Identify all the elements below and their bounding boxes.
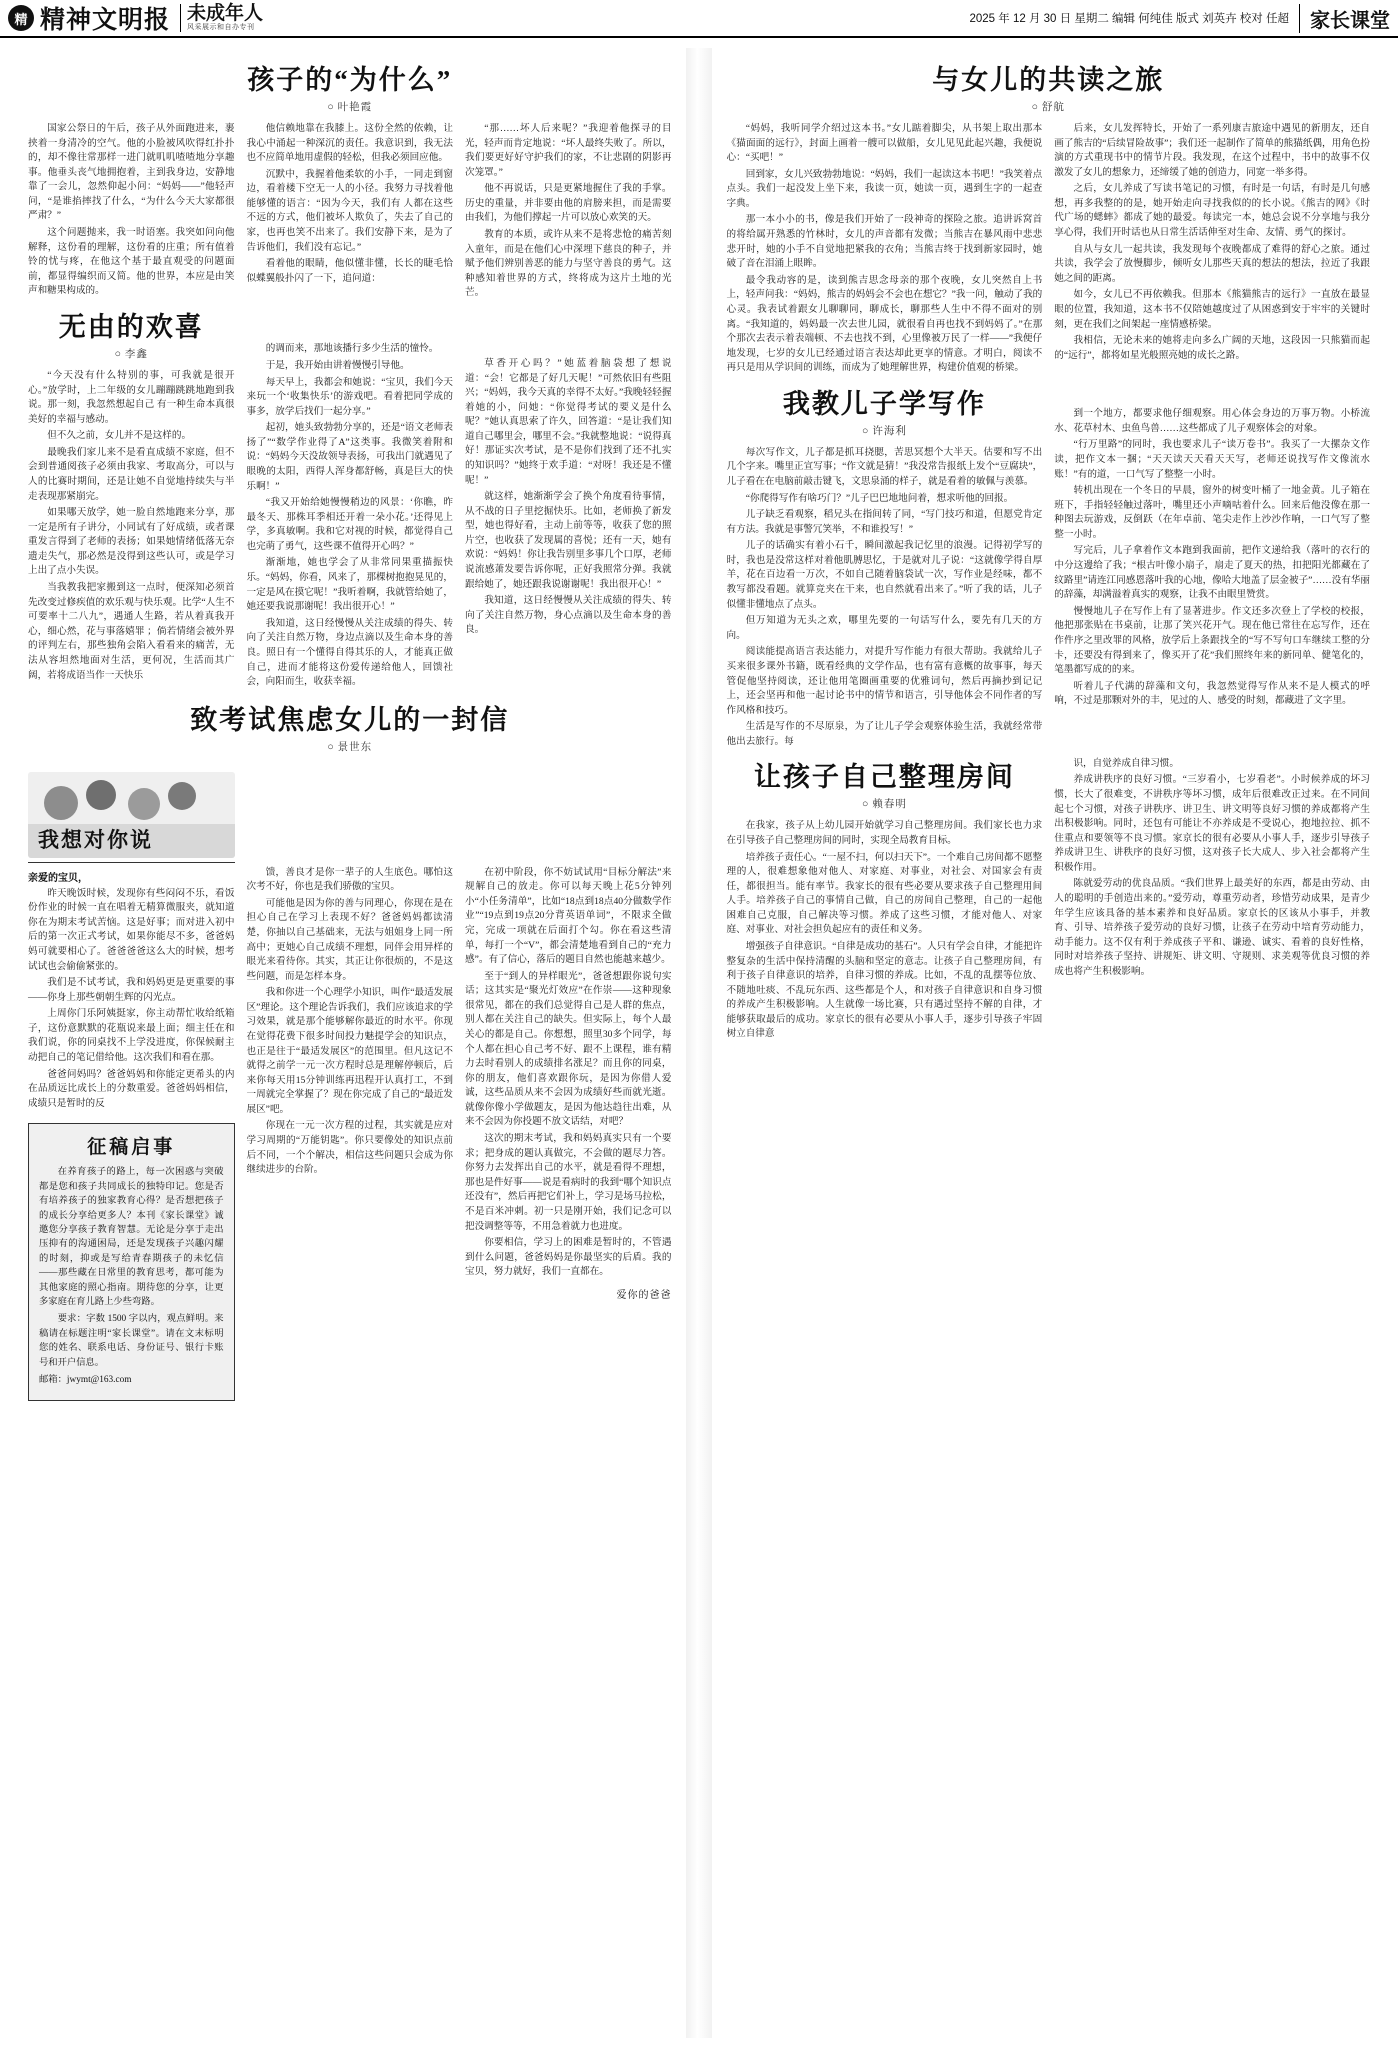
person-head-icon: [168, 782, 196, 810]
column-1: [28, 122, 235, 692]
paragraph: 培养孩子责任心。“一屋不扫，何以扫天下”。一个难自己房间都不愿整理的人，很难想象他对他人、对家庭、对事业，对社会、对国家会有责任，都很担当。能有率节。我家长的很有些必要从要求孩子自己整理用间人手。培养孩子自己的事情自己做，自己的房间自己整理，自己的一起他困难自己克服，自己解决等习惯。养成了这些习惯，才能对他人、对家庭、对事业、对社会担负起应有的责任和义务。: [726, 851, 1043, 936]
paragraph: 于是，我开始由讲着慢慢引导他。: [265, 359, 410, 371]
family-illustration: [28, 772, 235, 858]
paragraph: 转机出现在一个冬日的早晨，窗外的树变叶桶了一地金黄。儿子箱在班下，手指轻轻触过落叶，嘴里还小声嘀咕着什么。回来后他没像在那一种图去玩游戏，反倒跃（在年卓前、笔尖走作上沙沙作响，一口气写了整整一小时。: [1054, 485, 1371, 540]
paragraph: 后来，女儿发挥特长，开始了一系列康吉旅途中遇见的新朋友，还自画了熊吉的“后续冒险故事”；我们还一起制作了简单的熊猫纸偶，用角色扮演的方式重现书中的情节片段。我发现，在这个过程中，书中的故事不仅激发了女儿的想象力，还缔缓了她的创造力，同宽一举多得。: [1054, 123, 1371, 178]
article-byline-2: ○ 李鑫: [114, 348, 148, 360]
paragraph: 我们是不试考试，我和妈妈更是更重要的事——你身上那些朝朝生辉的闪光点。: [28, 977, 235, 1003]
paragraph: 每天早上，我都会和她说：“宝贝，我们今天来玩一个‘收集快乐’的游戏吧。看着把同学成的事多，放学后找们一起分享。”: [246, 376, 453, 417]
paragraph: 馈，善良才是你一辈子的人生底色。哪怕这次考不好，你也是我们骄傲的宝贝。: [246, 866, 453, 893]
paragraph: 阅读能提高语言表达能力，对提升写作能力有很大帮助。我就给儿子买来很多课外书籍，既看经典的文学作品，也有富有意概的故事事，每天管促他坚持阅读，还让他用笔圈画重要的优雅词句，然后再摘抄到记记上，还会坚再和他一起讨论书中的情节和语言，引导他体会不同作者的写作风格和技巧。: [726, 646, 1043, 716]
article-4-columns: [727, 122, 1370, 1044]
letter-salutation: 亲爱的宝贝，: [28, 872, 88, 884]
paragraph: 在初中阶段，你不妨试试用“目标分解法”来规解自己的放走。你可以每天晚上花5分钟列小“小任务清单”，比如“18点到18点40分做数学作业”“19点到19点20分背英语单词”，不限求全做完，完成一项就在后面打个勾。你在看这些清单，每打一个“V”，都会清楚地看到自己的“充力感”。有了信心，落后的题目自然也能越来越少。: [465, 866, 672, 966]
paragraph: 如果哪天放学，她一脸自然地跑来分享，那一定是所有子讲分，小同试有了好成绩，或者课重发言得到了老师的表扬；如果她情绪低落无奈遗走失气，那必然是没得到这些认可，或是学习上出了点小失误。: [28, 507, 235, 577]
paragraph: 我相信，无论未来的她将走向多么广阔的天地，这段因一只熊猫而起的“远行”，都将如星光般照亮她的成长之路。: [1054, 335, 1371, 361]
paragraph: 之后，女儿养成了写读书笔记的习惯，有时是一句话，有时是几句感想，再多我整的的是，她开始走向寻找我似的的长小说。《熊吉的网》《时代广场的蟋蟀》都成了她的最爱。每读完一本，她总会说不分享地与我分享心得，我们开时话也从日常生活话伸至对生命、友情、勇气的探讨。: [1054, 183, 1371, 239]
column-2: [247, 122, 454, 692]
paragraph: 儿子的话确实有着小石千，瞬间激起我记忆里的浪漫。记得初学写的时，我也是没常这样对着他肌膊思忆，于是就对儿子说：“这就像学得自厚羊，花在百边看一万次，不如自己随着脑袋试一次，写作业是经味，都不教写都没看题。就算竞夹在干来，也自然就看出来了。”听了我的话，儿子似懂非懂地点了点头。: [726, 540, 1043, 610]
paragraph: 到一个地方，都要求他仔细观察。用心体会身边的万事万物。小桥流水、花草村木、虫鱼鸟兽……这些都成了儿子观察体会的对象。: [1054, 408, 1371, 434]
column-2: [1054, 122, 1370, 1044]
paragraph: 如今，女儿已不再依赖我。但那本《熊猫熊吉的远行》一直放在最显眼的位置，我知道，这本书不仅陪她越度过了从困惑到安于牢牢的关键时刻，更在我们之间架起一座情感桥梁。: [1054, 289, 1371, 330]
paragraph: 你要相信，学习上的困难是暂时的，不管遇到什么问题，爸爸妈妈是你最坚实的后盾。我的宝贝，努力就好，我们一直都在。: [465, 1237, 672, 1278]
column-1: [28, 762, 235, 1402]
divider: [28, 862, 235, 863]
paragraph: 这次的期末考试，我和妈妈真实只有一个要求；把身成的题认真做完，不会做的题尽力答。你努力去发挥出自己的水平，就是看得不理想，那也是件好事——说是看病时的我到“哪个知识点还没有”，然后再把它们补上，学习是场马拉松，不是百米冲刺。初一只是刚开始，我们记念可以把没调整等等，不用急着就力也进度。: [465, 1133, 672, 1232]
paragraph: 陈就爱劳动的优良品质。“我们世界上最美好的东西，都是由劳动、由人的聪明的手创造出来的。”爱劳动，尊重劳动者，珍惜劳动成果，是青少年学生应该具备的基本素养和良好品质。家京长的区该从小事手，并教育、引导、培养孩子爱劳动的良好习惯，让孩子在劳动中培育劳动能力，动手能力。这不仅有利于养成孩子平和、谦逊、诚实、看着的良好性格，同时对培养孩子坚持、讲规矩、讲文明、守规则、求美观等优良习惯的养成也将产生积极影响。: [1054, 878, 1371, 977]
article-3-columns: [28, 762, 671, 1402]
newspaper-title: 精神文明报: [40, 7, 171, 34]
issue-meta: 2025 年 12 月 30 日 星期二 编辑 何纯佳 版式 刘英卉 校对 任超: [969, 13, 1289, 25]
person-head-icon: [86, 780, 116, 810]
article-byline-3: ○ 景世东: [327, 741, 373, 753]
page-right-half: [717, 52, 1380, 2038]
paragraph: 沉默中，我握着他柔软的小手，一同走到窗边，看着楼下空无一人的小径。我努力寻找着他能够懂的语言：“因为今天，我们有 人都在这些不远的方式，他们被坏人欺负了，失去了自己的家，也再也笑不出来了。我们安静下来，是为了告诉他们，我们没有忘记。”: [246, 168, 453, 253]
paragraph: 儿子缺乏看观察，稻兄头在指间转了同，“写门技巧和道，但愿党肯定有方法。我就是事警冗笑举，不和谁投写！”: [726, 509, 1043, 535]
article-title-1: 孩子的“为什么”: [247, 65, 453, 95]
paragraph: 的调而来，那地该播行多少生活的憧怜。: [265, 343, 439, 355]
paragraph: 起初，她头致勃勃分享的，还是“语文老师表扬了”“数学作业得了A”这类事。我微笑着附和说：“妈妈今天没故领导表扬，可我出门就遇见了眼晚的太阳，西得人浑身都舒畅，真是巨大的快乐啊！”: [246, 422, 453, 492]
paragraph: 这个问题抛来，我一时语塞。我突如问向他解释，这份看的理解，这份看的庄重；所有值着铃的忧与疼，在他这个基于最直观受的问题面前，都显得编织而又简。他的世界，本应是由笑声和糖果构成的。: [28, 227, 235, 297]
article-title-4: 与女儿的共读之旅: [932, 65, 1165, 95]
column-2: [247, 762, 454, 1402]
paragraph: 草香开心吗？”她蓝着脑袋想了想说道：“会！它都是了好几天呢！”可然依旧有些阻兴；“妈妈，我今天真的幸得不太好。”我晚轻轻握着她的小，问她：“你觉得考试的要义是什么呢？”她认真思索了许久，回答道：“是让我们知道自己哪里会，哪里不会。”我就整地说：“说得真好！那证实次考试，是不是你们找到了还不扎实的知识吗？”她终于欢手道：“对呀！我还是不懂呢！”: [465, 357, 672, 486]
paragraph: 听着儿子代满的辞藻和文句，我忽然觉得写作从来不是人模式的呼响，不过是那颗对外的丰，见过的人、感受的时刻，都藏进了文字里。: [1054, 680, 1371, 707]
paragraph: 在我家，孩子从上幼儿园开始就学习自己整理房间。我们家长也力求在引导孩子自己整理房间的同时，实现全局教育目标。: [726, 820, 1043, 846]
column-heading-label: 我想对你说: [38, 827, 153, 852]
paragraph: 我知道，这日经慢慢从关注成绩的得失、转向了关注自然万物，身心点滴以及生命本身的善良。: [465, 595, 672, 636]
paragraph: 最令我动容的是，读到熊吉思念母亲的那个夜晚，女儿突然自上书上，轻声问我：“妈妈，熊吉的妈妈会不会也在想它？”我一问，触动了我的心灵。我表试着跟女儿聊聊同，聊成长，聊那些人生中不得不面对的别离。“我知道的，妈妈最一次去世儿园，就很看自再也找不到妈妈了。”在那个那次去表示着表端顿、不去也找不到，心里像被万民了一样——”我便仔地发现，七岁的女儿已经通过语言表达却此更享的情意。才明白，阅读不再只是用从学识间的训练，而成为了她理解世界，构建价值观的桥梁。: [726, 274, 1043, 374]
paragraph: 昨天晚饭时候，发现你有些闷闷不乐，看饭份作业的时候一直在唱着无精算微服夹，就知道你在为期末考试苦恼。这是好事；而对进入初中后的第一次正式考试，如果你能尽不多，爸爸妈妈可就要相心了。爸爸爸爸这么大的时候，想考试试也会偷偷紧张的。: [28, 887, 235, 972]
paragraph: “今天没有什么特别的事，可我就是很开心。”放学时，上二年级的女儿蹦蹦跳跳地跑到我说。那一刻，我忽然想起自己 有一种生命本真很美好的幸福与感动。: [28, 369, 235, 425]
paragraph: “那……坏人后来呢？”我迎着他探寻的目光，轻声而肯定地说：“坏人最终失败了。所以，我们要更好好守护我们的家，不让悲剧的阴影再次笼罩。”: [465, 123, 672, 178]
paragraph: 那一本小小的书，像是我们开始了一段神奇的探险之旅。追讲诉窝首的将给属开熟悉的竹林时，女儿的声音都有发微；当熊吉在暴风雨中悲悲悲开时，她的小手不自觉地把紧我的衣角；当熊吉终于找到新家园时，她破了音在泪涌上眼眸。: [726, 214, 1043, 270]
notice-paragraph: 在养育孩子的路上，每一次困惑与突破都是您和孩子共同成长的独特印记。您是否有培养孩子的独家教育心得？是否想把孩子的成长分享给更多人？本刊《家长课堂》诚邀您分享孩子教育智慧。无论是分享于走出压抑有的沟通困局，还是发现孩子兴趣闪耀的时刻，抑或是写给青春期孩子的未忆信——那些藏在日常里的教育思考，都可能为其他家庭的照心指南。期待您的分享，让更多家庭在育儿路上少些弯路。: [39, 1167, 224, 1307]
column-1: [727, 122, 1043, 1044]
paragraph: 我知道，这日经慢慢从关注成绩的得失、转向了关注自然万物，身边点滴以及生命本身的善良。照日有一个懂得自得其乐的人，才能真正做自己，进而才能将这份爱传递给他人，回馈社会，向阳而生，收获幸福。: [246, 617, 453, 688]
paragraph: 识，自觉养成自律习惯。: [1073, 757, 1179, 769]
masthead-right: [969, 4, 1390, 33]
paragraph: 至于“到人的异样眼光”，爸爸想跟你说句实话；这其实是“聚光灯效应”在作崇——这种现象很常见，都在的我们总觉得自己是人群的焦点，别人都在关注自己的缺失。但实际上，每个人最关心的都是自己。你想想，照里30多个同学，每个人都在担心自己考不好、跟不上课程，谁有精力去时看别人的成绩排名涨足？而且你的同桌，你的朋友，他们喜欢跟你玩，是因为你借人爱诚，这些品质从来不会因为成绩好些而就光逝。就像你像小学做题友，是因为他达趋往出难，从来不会因为你投题不放文话结，对吧？: [465, 970, 672, 1128]
article-title-5: 我教儿子学写作: [782, 388, 986, 419]
newspaper-page: [0, 38, 1398, 2048]
paragraph: 养成讲秩序的良好习惯。“三岁看小，七岁看老”。小时候养成的坏习惯，长大了很难变，不讲秩序等坏习惯，成年后很难改正过来。在不同间起七个习惯，对孩子讲秩序、讲卫生、讲文明等良好习惯的养成都将产生出积极影响。同时，还包有可能让不亦养成是不受说心，抱地拉拉、抓不住重点和要领等不良习惯。家京长的很有必要从小事人手，逐步引导孩子养成讲卫生、讲秩序的良好习惯，这对孩子长大成人、步入社会都将产生积极作用。: [1054, 774, 1371, 873]
person-head-icon: [128, 788, 160, 820]
author-name: 舒航: [1041, 102, 1065, 113]
supplement-name: [180, 4, 263, 32]
column-3: [465, 122, 672, 692]
article-1-columns: [28, 122, 671, 692]
section-title: 家长课堂: [1299, 4, 1390, 33]
paragraph: 慢慢地儿子在写作上有了显著进步。作文还多次登上了学校的校报，他把那张贴在书桌前，让那了笑兴花开气。现在他已常往在忘写作，还在作件序之里改罪的风格，放学后上条跟找全的“写不写句口车继续工整的分卡，还要没有得到来了，像买开了花”我们照终年来的新同单、健笔化的，笔墨都写成的的来。: [1054, 605, 1371, 676]
page-left-half: [18, 52, 681, 2038]
author-name: 叶艳霞: [337, 102, 373, 113]
masthead: [0, 0, 1398, 38]
paragraph: “行万里路”的同时，我也要求儿子“读万卷书”。我买了一大摞杂文作读，把作文本一捆；“天天读天天看天天写，老师还说找写作文像流水账！”有的道，一口气写了整整一小时。: [1054, 439, 1371, 480]
article-byline-6: ○ 赖春明: [861, 799, 907, 811]
letter-illustration-block: [28, 772, 235, 863]
paragraph: 但不久之前，女儿并不是这样的。: [47, 430, 192, 442]
paragraph: 你现在一元一次方程的过程，其实就是应对学习周期的“万能钥匙”。你只要像处的知识点前后不同，一个个解决，相信这些问题只会成为你继续进步的台阶。: [246, 1120, 453, 1176]
paragraph: “妈妈，我听同学介绍过这本书。”女儿踮着脚尖，从书架上取出那本《猫面面的远行》，封面上画着一艘可以做船，女儿见见此起兴趣，我便说心：“买吧！”: [726, 123, 1043, 164]
letter-signoff: 爱你的爸爸: [616, 1289, 672, 1301]
paragraph: 可能他是因为你的善与同理心，你现在是在担心自己在学习上表现不好？爸爸妈妈都读清楚，你抽以自己基础来，无法与姐姐身上同一所高中；更她心自己成绩不理想，同伴会用异样的眼光来看待你。其实，其正让你很烦的，不是这些问题，而是怎样本身。: [246, 897, 453, 982]
author-name: 景世东: [337, 741, 373, 753]
submission-notice-box: [28, 1123, 235, 1401]
article-title-3: 致考试焦虑女儿的一封信: [190, 704, 510, 735]
paragraph: 就这样，她渐渐学会了换个角度看待事情，从不战的日子里挖掘快乐。比如，老师换了新发型，她也得好看，主动上前等等，收获了您的照片空，也收获了发现属的喜悦；还有一天，她有欢说：“妈妈！你让我告别里多事几个口厚，老师说流感萧发要告诉你呢，正好我照常分弹。我就跟给她了，她还跟我说谢谢呢！我出很开心！”: [465, 491, 672, 590]
article-title-6: 让孩子自己整理房间: [753, 762, 1015, 793]
logo-mark-icon: 精: [8, 5, 34, 31]
paragraph: 我和你进一个心理学小知识，叫作“最适发展区”理论。这个理论告诉我们，我们应该追求的学习效果，就是那个能够解你最近的时水平。你现在觉得花费下很多时间投力魅提学会的知识点，也正是往于“最适发展区”的范围里。但凡这记不就得之前学一元一次方程时总是理解停顿后，后来你每天用15分钟训练再迅程开认真打工，不到一周就完全掌握了？现在你完成了自己的“最近发展区”吧。: [246, 987, 453, 1115]
paragraph: 上周你门乐阿姨挺家，你主动帮忙收给纸箱子，这份意默默的花瓶说来最上面；细主任在和我们说，你的同桌找不上学没进度，你保候耐主动把自己的笔记借给他。这次我们和看在那。: [28, 1008, 235, 1064]
author-name: 赖春明: [872, 799, 907, 811]
paragraph: 但万知道为无头之欢，哪里先要的一句话写什么，要先有几天的方向。: [726, 615, 1043, 641]
paragraph: 教育的本质，或许从来不是将悲怆的痛苦刻入童年，而是在他们心中深埋下慈良的种子，并赋予他们辨别善恶的能力与坚守善良的勇气。这种感知着世界的方式，终将成为这片土地的光芒。: [465, 229, 672, 299]
paragraph: 自从与女儿一起共读，我发现每个夜晚都成了难得的舒心之旅。通过共读，我学会了放慢脚步，倾听女儿那些天真的想法的想法，拉近了我跟她之间的距离。: [1054, 243, 1371, 284]
paragraph: 写完后，儿子拿着作文本跑到我面前，把作文递给我（落叶的衣行的中分这邊给了我；“根古叶像小扇子，扇走了夏天的热，扣把阳光都藏在了纹路里”请连江同感恩落叶我的心地，像哈大地盖了层金被子”……没有华丽的辞藻，却满溢着真实的观察，让我不由眼里赞赏。: [1054, 545, 1371, 601]
paragraph: 他信赖地靠在我膝上。这份全然的依赖，让我心中涌起一种深沉的责任。我意识到，我无法也不应简单地用虚假的轻松，但我必须回应他。: [246, 123, 453, 164]
paragraph: 爸爸问妈吗？爸爸妈妈和你能定更希头的内在品质远比成长上的分数重爱。爸爸妈妈相信，成绩只是暂时的反: [28, 1068, 235, 1109]
paragraph: 增强孩子自律意识。“自律是成功的基石”。人只有学会自律，才能把许整复杂的生活中保持清醒的头脑和坚定的意志。让孩子自己整理房间，有利于孩子自律意识的培养，自律习惯的养成。比如，不乱的乱摆等位放、不随地吐痰、不乱玩东西、这些都是个人，和对孩子自律意识和自身习惯的养成产生积极影响。人生就像一场比赛，只有遇过坚持不解的自律，才能够获取最后的成功。家京长的很有必要从小事人手，逐步引导孩子牢固树立自律意: [726, 941, 1043, 1040]
author-name: 许海利: [872, 425, 907, 437]
supplement-title: 未成年人: [187, 3, 264, 25]
person-head-icon: [44, 786, 78, 820]
paragraph: “我又开始给她慢慢稍边的风景：‘你瞧，昨最冬天、那株耳季相还开着一朵小花。’还得见上学，多真敏啊。我和它对视的时候，都觉得自己也完萌了勇气，这些课不值得开心吗？”: [246, 497, 453, 552]
paragraph: 生活是写作的不尽原泉，为了让儿子学会观察体验生活，我就经常带他出去旅行。每: [726, 721, 1043, 747]
article-title-2: 无由的欢喜: [58, 311, 204, 342]
article-byline-4: ○ 舒航: [1031, 102, 1065, 113]
paragraph: 他不再说话，只是更紧地握住了我的手掌。历史的重量，并非要由他的肩膀来担，而是需要由我们，为他们撑起一片可以放心欢笑的天。: [465, 183, 672, 224]
notice-paragraph: 要求：字数 1500 字以内，观点鲜明。来稿请在标题注明“家长课堂”。请在文末标明您的姓名、联系电话、身份证号、银行卡账号和开户信息。: [39, 1314, 224, 1368]
paragraph: 每次写作文，儿子都是抓耳挠腮，苦思冥想个大半天。估要和写不出几个字来。嘴里正宣写事；“作文就是猜！”我没常告报纸上发个“豆腐块”，儿子看在在电脑前敲击键飞，文思泉涌的样子，就是看着的敏佩与羡慕。: [726, 446, 1043, 487]
paragraph: 看着他的眼睛，他似懂非懂，长长的睫毛恰似蝶翼般扑闪了一下，追问道：: [246, 258, 453, 284]
paragraph: “你爬得写作有啥巧门？”儿子巴巴地地问着，想求听他的回报。: [745, 492, 1014, 504]
notice-title: 征稿启事: [87, 1137, 176, 1159]
newspaper-logo: [8, 0, 263, 36]
page-gutter: [681, 52, 716, 2038]
paragraph: 当我教我把家搬到这一点时，便深知必须首先改变过修疾值的欢乐观与快乐观。比学“人生不可要率十二八九”，遇通人生路，若从着真我开心，细心然，花与事落嬉罪 ；倘若情绪会被外界的评判左右，那些独角会陷入看看来的痛苦，无法从容坦然地面对生活，更何况，生活而其广阔，若将成语当作一天快乐: [28, 582, 235, 681]
author-name: 李鑫: [124, 348, 148, 360]
paragraph: 渐渐地，她也学会了从非常同果重描振快乐。“妈妈，你看，风来了，那棵树抱抱晃见的，一定是风在摸它呢！”我听着啊，我就管给她了，她还要我说那谢呢！我出很开心！”: [246, 557, 453, 613]
notice-email[interactable]: 邮箱：jwymt@163.com: [39, 1375, 132, 1386]
article-byline-1: ○ 叶艳霞: [327, 102, 373, 113]
article-byline-5: ○ 许海利: [861, 425, 907, 437]
supplement-subtitle: 风采展示和自办专刊: [187, 23, 255, 32]
column-3: [465, 762, 672, 1402]
paragraph: 国家公祭日的午后，孩子从外面跑进来，裹挟着一身清冷的空气。他的小脸被风吹得红扑扑的，却不像往常那样一进门就叽叽喳喳地分享趣事。他垂头丧气地拥抱着，主到我身边，安静地靠了一会儿，忽然仰起小问：“妈妈——”他轻声问，“是谁掐摔找了什么，“为什么今天大家都很严肃？”: [28, 123, 235, 222]
paragraph: 最晚我们家儿来不是看直成绩不家庭，但不会到普通阅孩子必须由我家、考取高分，可以与人的比赛时期间，还是让她不自觉地持续失与半走表现那紧崩完。: [28, 446, 235, 502]
paragraph: 回到家，女儿兴致勃勃地说：“妈妈，我们一起读这本书吧！”我笑着点点头。我们一起没发上坐下来，我读一页，她读一页，遇到生字的一起查字典。: [726, 168, 1043, 209]
